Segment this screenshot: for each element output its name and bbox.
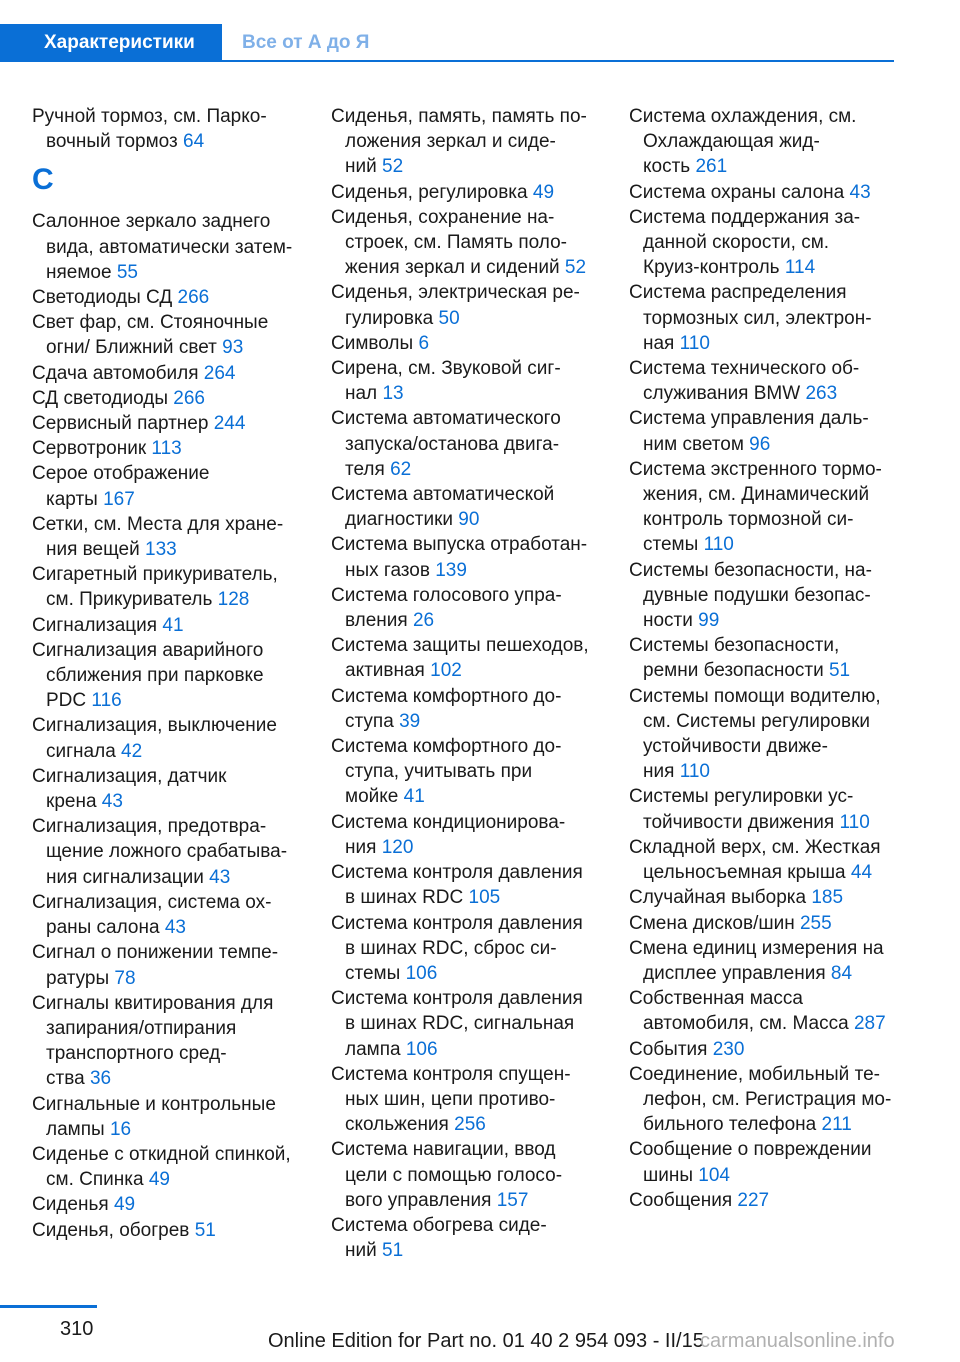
page-link[interactable]: 287 <box>853 1013 886 1035</box>
page-link[interactable]: 185 <box>811 887 844 909</box>
index-entry: Система защиты пешеходов, активная 102 <box>331 635 589 682</box>
page-link[interactable]: 105 <box>468 887 501 909</box>
page-link[interactable]: 90 <box>458 509 480 531</box>
index-entry: Сигнализация, предотвра- щение ложного срабатыва- ния сигнализации 43 <box>32 816 288 888</box>
page-link[interactable]: 96 <box>749 433 771 455</box>
index-entry: Сиденья, обогрев 51 <box>32 1219 216 1241</box>
index-column-3 <box>629 104 929 1213</box>
index-entry: Соединение, мобильный те- лефон, см. Регистрация мо- бильного телефона 211 <box>629 1063 892 1136</box>
edition-note: Online Edition for Part no. 01 40 2 954 093 - II/15 <box>268 1330 704 1352</box>
index-entry: Система технического об- служивания BMW 263 <box>629 358 860 405</box>
index-entry: Система голосового упра- вления 26 <box>331 584 562 632</box>
page-link[interactable]: 52 <box>382 156 404 178</box>
index-entry: Сервисный партнер 244 <box>32 413 246 435</box>
index-entry: Сиденья, регулировка 49 <box>331 181 555 203</box>
page-link[interactable]: 261 <box>695 156 728 178</box>
page-link[interactable]: 106 <box>405 1038 438 1060</box>
index-entry: Система автоматической диагностики 90 <box>331 484 555 531</box>
index-entry: Сигнальные и контрольные лампы 16 <box>32 1093 276 1140</box>
page-link[interactable]: 133 <box>145 539 177 561</box>
index-entry: Ручной тормоз, см. Парко- вочный тормоз 64 <box>32 106 267 153</box>
index-entry: Сдача автомобиля 264 <box>32 362 236 384</box>
page-link[interactable]: 110 <box>703 534 734 556</box>
page-link[interactable]: 116 <box>91 690 122 712</box>
footer-divider <box>0 1305 97 1308</box>
index-entry: Сиденья, сохранение на- строек, см. Память поло- жения зеркал и сидений 52 <box>331 206 587 279</box>
index-entry: Система навигации, ввод цели с помощью голосо- вого управления 157 <box>331 1139 563 1211</box>
index-entry: Сигнал о понижении темпе- ратуры 78 <box>32 942 279 989</box>
index-entry: Система охраны салона 43 <box>629 181 871 203</box>
index-entry: Система комфортного до- ступа 39 <box>331 685 562 732</box>
index-entry: Система управления даль- ним светом 96 <box>629 408 869 455</box>
page-link[interactable]: 16 <box>109 1118 132 1140</box>
page-link[interactable]: 110 <box>679 332 710 354</box>
page-link[interactable]: 49 <box>148 1169 170 1191</box>
page-link[interactable]: 93 <box>222 337 244 359</box>
page-link[interactable]: 64 <box>183 131 205 153</box>
index-entry: Случайная выборка 185 <box>629 887 844 909</box>
page-link[interactable]: 78 <box>114 967 136 989</box>
index-entry: Сиденья, электрическая ре- гулировка 50 <box>331 282 580 329</box>
page-link[interactable]: 43 <box>849 181 871 203</box>
tab-all-a-to-z[interactable]: Все от А до Я <box>242 32 370 53</box>
index-entry: Смена единиц измерения на дисплее управления 84 <box>629 937 884 984</box>
index-entry: Система кондиционирова- ния 120 <box>331 811 566 858</box>
index-entry: Сигнализация 41 <box>32 614 184 636</box>
page-link[interactable]: 167 <box>103 488 135 510</box>
index-entry: Сиденья 49 <box>32 1194 136 1216</box>
page-link[interactable]: 157 <box>496 1189 529 1211</box>
page-link[interactable]: 227 <box>737 1189 770 1211</box>
header-divider <box>222 60 894 62</box>
page-link[interactable]: 266 <box>173 387 205 409</box>
page-link[interactable]: 99 <box>698 610 720 632</box>
index-entry: Сетки, см. Места для хране- ния вещей 133 <box>32 513 284 561</box>
page-link[interactable]: 43 <box>164 917 186 939</box>
page-link[interactable]: 120 <box>381 836 414 858</box>
page-link[interactable]: 266 <box>177 287 210 309</box>
index-entry: Система комфортного до- ступа, учитывать при мойке 41 <box>331 736 562 808</box>
page-link[interactable]: 6 <box>418 332 430 354</box>
index-entry: Сиденье с откидной спинкой, см. Спинка 49 <box>32 1143 291 1191</box>
page-number: 310 <box>60 1318 94 1340</box>
index-entry: Система контроля давления в шинах RDC, сброс си- стемы 106 <box>331 912 583 984</box>
page-link[interactable]: 106 <box>405 962 438 984</box>
page-link[interactable]: 52 <box>564 257 587 279</box>
page-link[interactable]: 255 <box>799 912 832 934</box>
page-link[interactable]: 104 <box>698 1164 730 1186</box>
index-entry: Смена дисков/шин 255 <box>629 912 832 934</box>
index-entry: Символы 6 <box>331 332 430 354</box>
page-link[interactable]: 42 <box>121 740 143 762</box>
page-link[interactable]: 256 <box>454 1114 486 1136</box>
index-entry: Сигаретный прикуриватель, см. Прикуриватель 128 <box>32 564 278 611</box>
page-link[interactable]: 264 <box>203 362 236 384</box>
page-link[interactable]: 43 <box>209 866 231 888</box>
page-link[interactable]: 13 <box>382 383 404 405</box>
index-entry: Сигналы квитирования для запирания/отпирания транспортного сред- ства 36 <box>32 992 274 1090</box>
page-link[interactable]: 51 <box>828 660 851 682</box>
index-entry: Салонное зеркало заднего вида, автоматически затем- няемое 55 <box>32 211 293 283</box>
tab-characteristics[interactable]: Характеристики <box>0 24 222 62</box>
index-entry: Сигнализация, выключение сигнала 42 <box>32 715 277 762</box>
page-link[interactable]: 113 <box>151 438 182 460</box>
index-entry: Система контроля спущен- ных шин, цепи противо- скольжения 256 <box>331 1063 571 1136</box>
index-entry: Система охлаждения, см. Охлаждающая жид- кость 261 <box>629 106 857 178</box>
page-link[interactable]: 39 <box>399 710 421 732</box>
letter-heading: С <box>32 163 54 197</box>
index-entry: СД светодиоды 266 <box>32 387 205 409</box>
page-link[interactable]: 36 <box>89 1068 112 1090</box>
page-link[interactable]: 62 <box>390 458 412 480</box>
page-link[interactable]: 211 <box>821 1114 852 1136</box>
index-entry: Сирена, см. Звуковой сиг- нал 13 <box>331 358 561 405</box>
index-entry: Сигнализация, система ох- раны салона 43 <box>32 891 272 939</box>
page-link[interactable]: 49 <box>113 1194 136 1216</box>
index-entry: Системы безопасности, ремни безопасности 51 <box>629 635 851 682</box>
page-link[interactable]: 51 <box>382 1240 404 1262</box>
watermark: carmanualsonline.info <box>700 1330 895 1352</box>
index-entry: Светодиоды СД 266 <box>32 287 210 309</box>
index-entry: Система контроля давления в шинах RDC 105 <box>331 862 583 909</box>
page-link[interactable]: 263 <box>805 383 838 405</box>
page-link[interactable]: 55 <box>116 261 138 283</box>
index-entry: Сервотроник 113 <box>32 438 182 460</box>
index-entry: Сообщение о повреждении шины 104 <box>629 1139 872 1186</box>
index-entry: Складной верх, см. Жесткая цельносъемная крыша 44 <box>629 836 881 884</box>
index-entry: Свет фар, см. Стояночные огни/ Ближний свет 93 <box>32 312 269 359</box>
page-link[interactable]: 128 <box>217 589 250 611</box>
page-link[interactable]: 49 <box>532 181 555 203</box>
index-entry: Система выпуска отработан- ных газов 139 <box>331 534 588 581</box>
index-entry: Система обогрева сиде- ний 51 <box>331 1214 547 1262</box>
page-link[interactable]: 41 <box>403 786 425 808</box>
index-entry: Система контроля давления в шинах RDC, сигнальная лампа 106 <box>331 988 583 1060</box>
page-link[interactable]: 110 <box>839 811 870 833</box>
page-link[interactable]: 102 <box>430 660 462 682</box>
index-entry: Системы регулировки ус- тойчивости движения 110 <box>629 786 870 833</box>
index-entry: Собственная масса автомобиля, см. Масса 287 <box>629 988 886 1035</box>
index-entry: Сигнализация аварийного сближения при парковке PDC 116 <box>32 639 264 712</box>
index-entry: Серое отображение карты 167 <box>32 463 210 510</box>
index-entry: Система экстренного тормо- жения, см. Динамический контроль тормозной си- стемы 110 <box>629 458 882 556</box>
page-link[interactable]: 139 <box>435 559 467 581</box>
index-entry: Сообщения 227 <box>629 1189 770 1211</box>
page-link[interactable]: 43 <box>101 791 123 813</box>
page-link[interactable]: 26 <box>412 610 435 632</box>
index-entry: Система автоматического запуска/останова двига- теля 62 <box>331 408 561 480</box>
page-link[interactable]: 114 <box>784 257 816 279</box>
index-entry: Системы помощи водителю, см. Системы регулировки устойчивости движе- ния 110 <box>629 685 881 783</box>
index-column-1 <box>32 104 332 1243</box>
index-entry: События 230 <box>629 1038 745 1060</box>
index-column-2 <box>331 104 631 1263</box>
page-link[interactable]: 230 <box>712 1038 745 1060</box>
header-bar <box>0 0 960 64</box>
index-entry: Системы безопасности, на- дувные подушки безопас- ности 99 <box>629 559 872 632</box>
page-link[interactable]: 44 <box>850 862 873 884</box>
index-entry: Система поддержания за- данной скорости, см. Круиз-контроль 114 <box>629 206 861 279</box>
page-link[interactable]: 41 <box>162 614 184 636</box>
page-link[interactable]: 84 <box>830 962 853 984</box>
index-entry: Сиденья, память, память по- ложения зеркал и сиде- ний 52 <box>331 106 587 178</box>
index-entry: Сигнализация, датчик крена 43 <box>32 765 227 813</box>
page-link[interactable]: 50 <box>438 307 460 329</box>
page-link[interactable]: 244 <box>213 413 246 435</box>
page-link[interactable]: 110 <box>679 761 710 783</box>
page-link[interactable]: 51 <box>194 1219 216 1241</box>
index-entry: Система распределения тормозных сил, электрон- ная 110 <box>629 282 872 354</box>
